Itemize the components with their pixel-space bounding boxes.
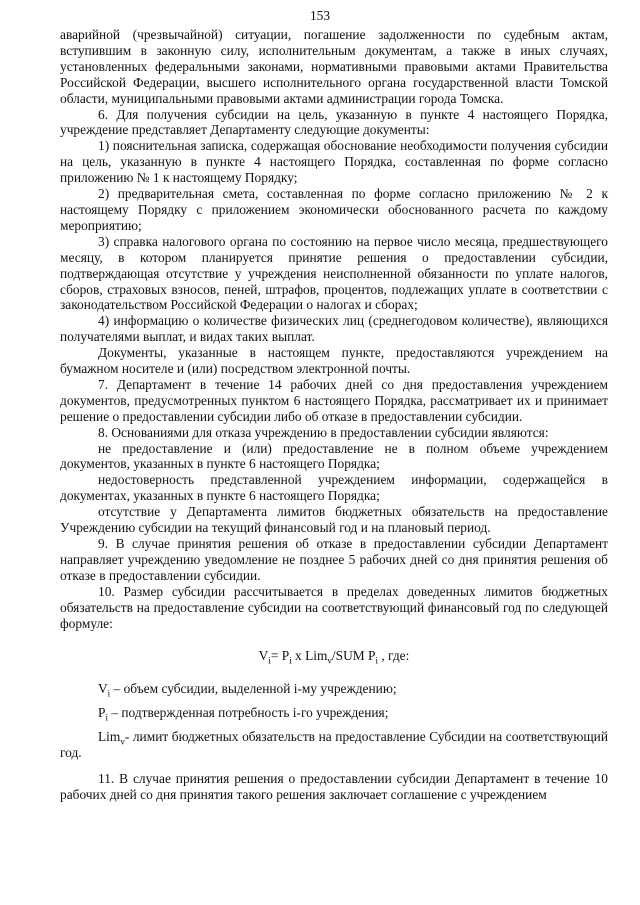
definition-vi: $V_i$ – объем субсидии, выделенной i-му учреждению; [98, 681, 397, 700]
definition-pi: $P_i$ – подтвержденная потребность i-го учреждения; [98, 705, 389, 723]
paragraph-item-8: 8. Основаниями для отказа учреждению в предоставлении субсидии являются: [98, 424, 549, 440]
paragraph-continuation: аварийной (чрезвычайной) ситуации, погашение задолженности по судебным актам, вступившим в законную силу, исполнительным документам, а также в иных случаях, установленных федеральными законами, нормативными правовыми актами Правительства Российской Федерации, высшего исполнительного органа государственной власти Томской области, муниципальными правовыми актами администрации города Томска. [60, 27, 608, 106]
paragraph-list-4: 4) информацию о количестве физических лиц (среднегодовом количестве), являющихся получателями выплат, и видах таких выплат. [60, 313, 608, 345]
paragraph-item-6: 6. Для получения субсидии на цель, указанную в пункте 4 настоящего Порядка, учреждение представляет Департаменту следующие документы: [60, 106, 608, 138]
paragraph-item-11: 11. В случае принятия решения о предоставлении субсидии Департамент в течение 10 рабочих дней со дня принятия такого решения заключает соглашение с учреждением [60, 770, 608, 802]
paragraph-item-7: 7. Департамент в течение 14 рабочих дней со дня предоставления учреждением документов, предусмотренных пунктом 6 настоящего Порядка, рассматривает их и принимает решение о предоставлении субсидии либо об отказе в предоставлении субсидии. [60, 376, 608, 424]
paragraph-refusal-reason-1: не предоставление и (или) предоставление не в полном объеме учреждением документов, указанных в пункте 6 настоящего Порядка; [60, 440, 608, 472]
paragraph-item-9: 9. В случае принятия решения об отказе в предоставлении субсидии Департамент направляет учреждению уведомление не позднее 5 рабочих дней со дня принятия решения об отказе в предоставлении субсидии. [60, 536, 608, 583]
paragraph-refusal-reason-2: недостоверность представленной учреждением информации, содержащейся в документах, указанных в пункте 6 настоящего Порядка; [60, 472, 608, 504]
document-body [60, 27, 608, 803]
definition-lim: Lim$_v$- лимит бюджетных обязательств на предоставление Субсидии на соответствующий год. [60, 729, 608, 761]
paragraph-list-3: 3) справка налогового органа по состоянию на первое число месяца, предшествующего месяцу, в котором планируется принятие решения о предоставлении субсидии, подтверждающая отсутствие у учреждения неисполненной обязанности по уплате налогов, сборов, страховых взносов, пеней, штрафов, процентов, подлежащих уплате в соответствии с законодательством Российской Федерации о налогах и сборах; [60, 233, 608, 313]
paragraph-documents-note: Документы, указанные в настоящем пункте, предоставляются учреждением на бумажном носителе и (или) посредством электронной почты. [60, 345, 608, 377]
paragraph-item-10: 10. Размер субсидии рассчитывается в пределах доведенных лимитов бюджетных обязательств на предоставление субсидии на соответствующий финансовый год по следующей формуле: [60, 583, 608, 631]
paragraph-list-2: 2) предварительная смета, составленная по форме согласно приложению № 2 к настоящему Порядку с приложением экономически обоснованного расчета по каждому мероприятию; [60, 186, 608, 233]
subsidy-formula: $V_i= P_i$ x Lim$_v$/SUM $P_i$ , где: [258, 648, 410, 667]
page-number: 153 [309, 8, 331, 23]
paragraph-refusal-reason-3: отсутствие у Департамента лимитов бюджетных обязательств на предоставление Учреждению субсидии на текущий финансовый год и на плановый период. [60, 504, 608, 536]
paragraph-list-1: 1) пояснительная записка, содержащая обоснование необходимости получения субсидии на цель, указанную в пункте 4 настоящего Порядка, составленная по форме согласно приложению № 1 к настоящему Порядку; [60, 138, 608, 186]
